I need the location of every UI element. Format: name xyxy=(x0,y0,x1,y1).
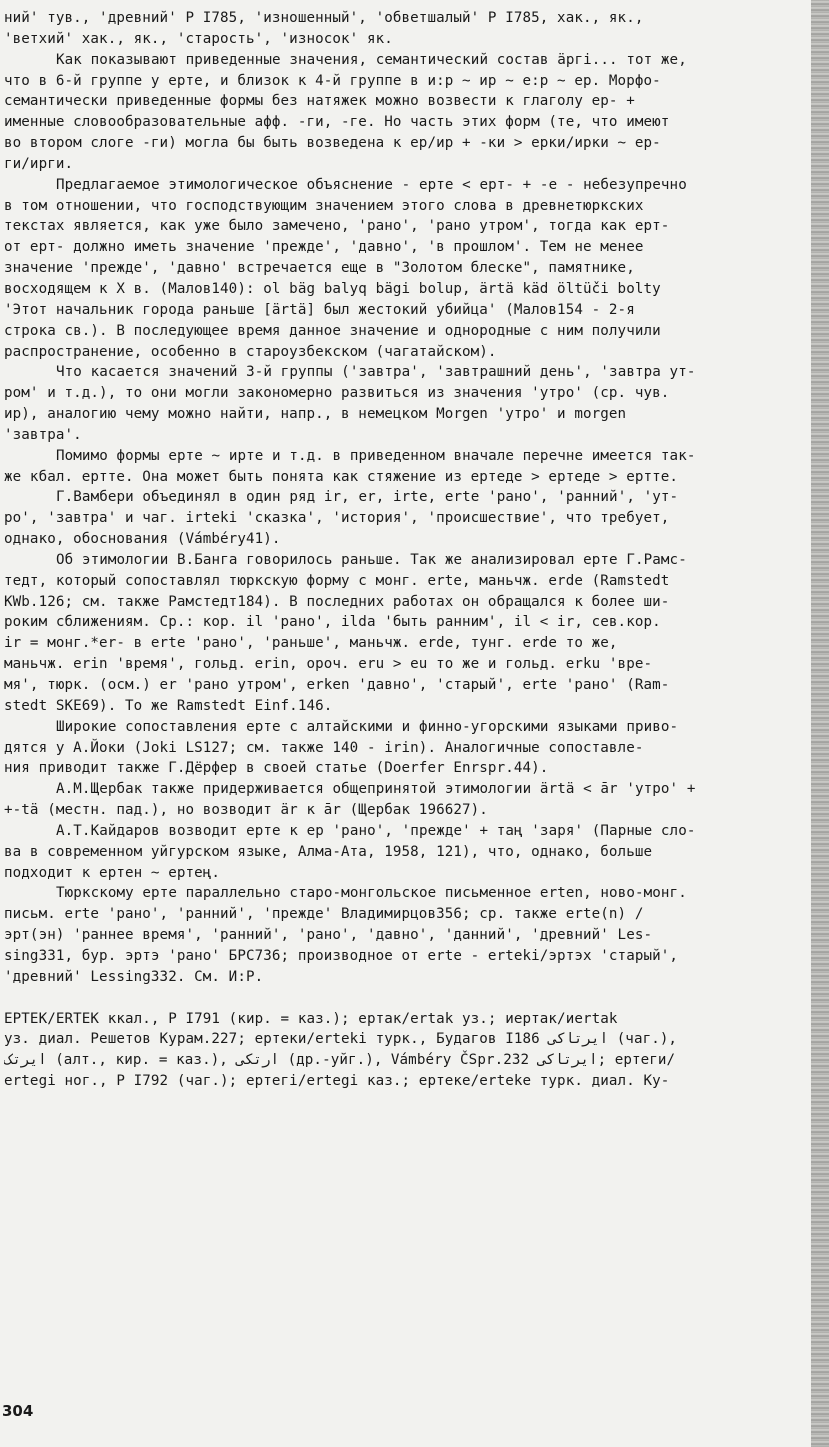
text-line: 'Этот начальник города раньше [ärtä] был жестокий убийца' (Малов154 - 2-я xyxy=(4,301,635,318)
text-line: именные словообразовательные афф. -ги, -ге. Но часть этих форм (те, что имеют xyxy=(4,114,670,131)
body-text xyxy=(4,8,816,1092)
text-line: восходящем к Х в. (Малов140): ol bäg balyq bägi bolup, ärtä käd öltüči bolty xyxy=(4,280,661,297)
text-line: Г.Вамбери объединял в один ряд ir, er, irte, erte 'рано', 'ранний', 'ут- xyxy=(56,489,679,506)
text-line: ром' и т.д.), то они могли закономерно развиться из значения 'утро' (ср. чув. xyxy=(4,385,670,402)
text-line: ва в современном уйгурском языке, Алма-Ата, 1958, 121), что, однако, больше xyxy=(4,843,653,860)
text-line: мя', тюрк. (осм.) er 'рано утром', erken 'давно', 'старый', erte 'рано' (Ram- xyxy=(4,677,670,693)
text-line: ир), аналогию чему можно найти, напр., в немецком Morgen 'утро' и morgen xyxy=(4,406,627,423)
text-line: 'ветхий' хак., як., 'старость', 'износок' як. xyxy=(4,30,393,47)
text-line: stedt SKE69). То же Ramstedt Einf.146. xyxy=(4,697,333,714)
text-line: ertegi ног., Р I792 (чаг.); ертегі/ertegi каз.; ертеке/erteke турк. диал. Ку- xyxy=(4,1073,670,1090)
text-line: Об этимологии В.Банга говорилось раньше. Так же анализировал ерте Г.Рамс- xyxy=(56,551,687,568)
text-line: тедт, который сопоставлял тюркскую форму с монг. erte, маньчж. erde (Ramstedt xyxy=(4,572,670,589)
text-line: письм. erte 'рано', 'ранний', 'прежде' Владимирцов356; ср. также erte(n) / xyxy=(4,906,644,923)
text-line: Предлагаемое этимологическое объяснение - ерте < ерт- + -е - небезупречно xyxy=(56,176,687,193)
text-line: строка св.). В последующее время данное значение и однородные с ним получили xyxy=(4,322,661,339)
text-line: ги/ирги. xyxy=(4,155,74,172)
text-line: роким сближениям. Ср.: кор. il 'рано', ilda 'быть ранним', il < ir, сев.кор. xyxy=(4,614,661,631)
text-line: подходит к ертен ~ ертең. xyxy=(4,864,221,881)
text-line: маньчж. erin 'время', гольд. erin, ороч. eru > eu то же и гольд. erku 'вре- xyxy=(4,656,653,673)
text-line: Широкие сопоставления ерте с алтайскими и финно-угорскими языками приво- xyxy=(56,718,679,735)
text-line: 'завтра'. xyxy=(4,426,82,443)
text-line: Помимо формы ерте ~ ирте и т.д. в приведенном вначале перечне имеется так- xyxy=(56,447,696,464)
text-line: А.Т.Кайдаров возводит ерте к ер 'рано', 'прежде' + таң 'заря' (Парные сло- xyxy=(56,822,696,839)
text-line: однако, обоснования (Vámbéry41). xyxy=(4,531,281,548)
entry-headword-line: ЕРТЕК/ERTEK ккал., Р I791 (кир. = каз.); ертак/ertak уз.; иертак/иertak xyxy=(4,1010,618,1027)
text-line: значение 'прежде', 'давно' встречается еще в "Золотом блеске", памятнике, xyxy=(4,260,635,277)
text-line: же кбал. ертте. Она может быть понята как стяжение из ертеде > ертеде > ертте. xyxy=(4,468,679,485)
text-line: KWb.126; см. также Рамстедт184). В последних работах он обращался к более ши- xyxy=(4,593,670,610)
text-line: эрт(эн) 'раннее время', 'ранний', 'рано', 'давно', 'данний', 'древний' Les- xyxy=(4,927,653,944)
text-line: Как показывают приведенные значения, семантический состав ӓргі... тот же, xyxy=(56,51,687,68)
text-line: уз. диал. Решетов Курам.227; ертеки/erteki турк., Будагов I186 ایرتاکی (чаг.), xyxy=(4,1031,677,1048)
scan-edge-shadow xyxy=(811,0,829,1447)
blank-line xyxy=(4,988,816,1009)
text-line: +-tä (местн. пад.), но возводит ӓr к ār (Щербак 196627). xyxy=(4,802,488,819)
text-line: от ерт- должно иметь значение 'прежде', 'давно', 'в прошлом'. Тем не менее xyxy=(4,239,644,256)
text-line: распространение, особенно в староузбекском (чагатайском). xyxy=(4,343,497,360)
text-line: во втором слоге -ги) могла бы быть возведена к ер/ир + -ки > ерки/ирки ~ ер- xyxy=(4,135,661,152)
text-line: дятся у А.Йоки (Joki LS127; см. также 140 - irin). Аналогичные сопоставле- xyxy=(4,739,644,756)
text-line: А.М.Щербак также придерживается общепринятой этимологии ӓrtä < ār 'утро' + xyxy=(56,781,696,798)
text-line: Что касается значений 3-й группы ('завтра', 'завтрашний день', 'завтра ут- xyxy=(56,364,696,381)
text-line: Тюркскому ерте параллельно старо-монгольское письменное erten, ново-монг. xyxy=(56,885,687,902)
text-line: ir = монг.*er- в erte 'рано', 'раньше', маньчж. erde, тунг. erde то же, xyxy=(4,635,618,652)
text-line: что в 6-й группе у ерте, и близок к 4-й группе в и:р ~ ир ~ е:р ~ ер. Морфо- xyxy=(4,72,661,89)
text-line: текстах является, как уже было замечено, 'рано', 'рано утром', тогда как ерт- xyxy=(4,218,670,235)
text-line: семантически приведенные формы без натяжек можно возвести к глаголу ер- + xyxy=(4,93,635,110)
page-number: 304 xyxy=(2,1402,34,1420)
text-line: в том отношении, что господствующим значением этого слова в древнетюркских xyxy=(4,197,644,214)
text-line: 'древний' Lessing332. См. И:Р. xyxy=(4,968,264,985)
text-line: ний' тув., 'древний' Р I785, 'изношенный', 'обветшалый' Р I785, хак., як., xyxy=(4,10,644,26)
text-line: sing331, бур. эртэ 'рано' БРС736; производное от erte - erteki/эртэх 'старый', xyxy=(4,947,679,964)
text-line: ро', 'завтра' и чаг. irteki 'сказка', 'история', 'происшествие', что требует, xyxy=(4,510,670,527)
text-line: ایرتک (алт., кир. = каз.), ارتکی (др.-уйг.), Vámbéry ČSpr.232 ایرتاکی; ертеги/ xyxy=(4,1052,676,1069)
text-line: ния приводит также Г.Дёрфер в своей статье (Doerfer Enrspr.44). xyxy=(4,760,549,777)
